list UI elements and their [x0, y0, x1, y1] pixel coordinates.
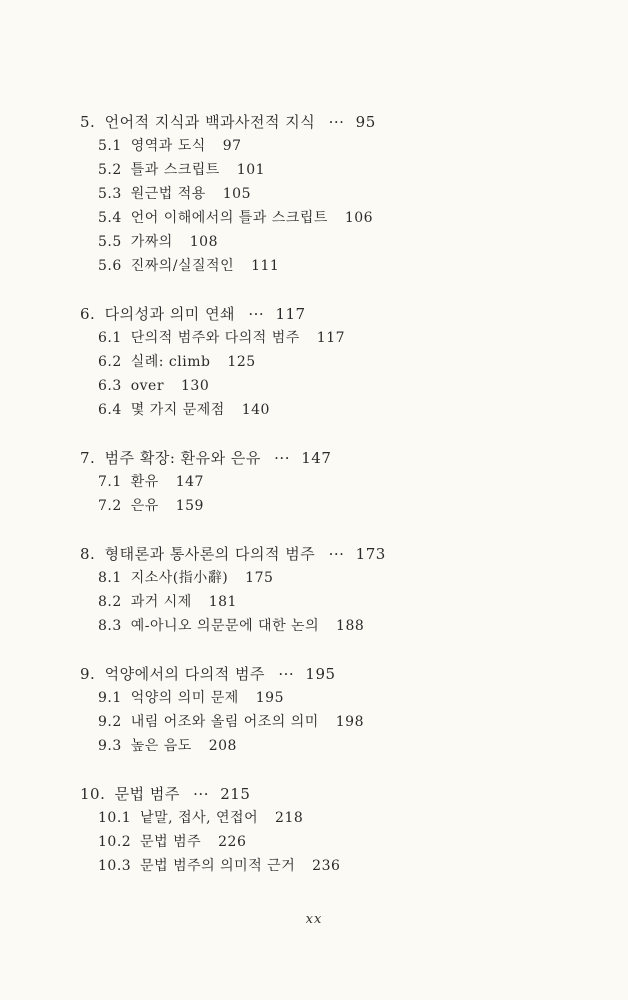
chapter-heading — [80, 662, 600, 686]
toc-section — [80, 350, 600, 374]
section-title: 은유 — [130, 498, 159, 514]
chapter-heading — [80, 302, 600, 326]
toc-section — [80, 590, 600, 614]
section-page: 236 — [312, 858, 341, 874]
toc-section — [80, 182, 600, 206]
section-page: 130 — [181, 378, 210, 394]
section-page: 125 — [227, 354, 256, 370]
toc-chapter — [80, 110, 600, 278]
section-number: 7.2 — [98, 498, 122, 514]
toc-section — [80, 686, 600, 710]
section-title: 가짜의 — [130, 234, 173, 250]
section-number: 9.3 — [98, 738, 122, 754]
section-title: 지소사(指小辭) — [130, 570, 229, 586]
toc-section — [80, 374, 600, 398]
section-title: 실례: climb — [130, 354, 211, 370]
section-number: 10.3 — [98, 858, 132, 874]
chapter-number: 5. — [80, 113, 96, 131]
section-title: 내림 어조와 올림 어조의 의미 — [130, 714, 319, 730]
chapter-title: 언어적 지식과 백과사전적 지식 — [104, 113, 316, 131]
chapter-number: 8. — [80, 545, 96, 563]
section-number: 5.1 — [98, 138, 122, 154]
toc-chapter — [80, 302, 600, 422]
section-page: 226 — [218, 834, 247, 850]
chapter-page: 173 — [355, 545, 386, 563]
toc-section — [80, 830, 600, 854]
section-number: 5.3 — [98, 186, 122, 202]
section-number: 5.5 — [98, 234, 122, 250]
toc-section — [80, 470, 600, 494]
chapter-page: 195 — [305, 665, 336, 683]
table-of-contents — [80, 110, 600, 902]
toc-section — [80, 326, 600, 350]
leader-ellipsis: ··· — [328, 545, 345, 563]
section-title: 높은 음도 — [130, 738, 192, 754]
chapter-page: 95 — [355, 113, 376, 131]
section-page: 159 — [175, 498, 204, 514]
section-page: 140 — [241, 402, 270, 418]
section-page: 188 — [336, 618, 365, 634]
leader-ellipsis: ··· — [274, 449, 290, 467]
leader-ellipsis: ··· — [328, 113, 345, 131]
section-page: 106 — [344, 210, 374, 226]
section-number: 6.4 — [98, 402, 122, 418]
toc-chapter — [80, 542, 600, 638]
leader-ellipsis: ··· — [193, 785, 209, 803]
toc-section — [80, 494, 600, 518]
section-title: 영역과 도식 — [130, 138, 206, 154]
toc-section — [80, 134, 600, 158]
section-number: 8.2 — [98, 594, 122, 610]
toc-chapter — [80, 782, 600, 878]
chapter-number: 10. — [80, 785, 106, 803]
section-title: 낱말, 접사, 연접어 — [140, 810, 259, 826]
section-title: 언어 이해에서의 틀과 스크립트 — [130, 210, 328, 226]
chapter-number: 9. — [80, 665, 96, 683]
section-page: 97 — [222, 138, 242, 154]
section-number: 9.2 — [98, 714, 122, 730]
toc-section — [80, 230, 600, 254]
leader-ellipsis: ··· — [278, 665, 295, 683]
toc-section — [80, 566, 600, 590]
toc-chapter — [80, 662, 600, 758]
section-title: 진짜의/실질적인 — [130, 258, 235, 274]
section-title: 환유 — [130, 474, 159, 490]
chapter-title: 억양에서의 다의적 범주 — [104, 665, 266, 683]
toc-section — [80, 854, 600, 878]
toc-section — [80, 158, 600, 182]
section-page: 117 — [316, 330, 346, 346]
chapter-title: 형태론과 통사론의 다의적 범주 — [104, 545, 316, 563]
chapter-heading — [80, 542, 600, 566]
section-page: 111 — [251, 258, 280, 274]
chapter-title: 범주 확장: 환유와 은유 — [104, 449, 261, 467]
section-title: 예-아니오 의문문에 대한 논의 — [130, 618, 320, 634]
section-page: 101 — [236, 162, 266, 178]
section-number: 5.2 — [98, 162, 122, 178]
chapter-page: 117 — [275, 305, 306, 323]
section-title: 억양의 의미 문제 — [130, 690, 239, 706]
section-number: 5.4 — [98, 210, 122, 226]
section-page: 147 — [175, 474, 204, 490]
section-page: 105 — [222, 186, 251, 202]
toc-chapter — [80, 446, 600, 518]
section-page: 198 — [335, 714, 364, 730]
section-title: over — [130, 378, 165, 394]
section-number: 10.2 — [98, 834, 132, 850]
section-number: 6.3 — [98, 378, 122, 394]
section-page: 195 — [255, 690, 284, 706]
toc-section — [80, 806, 600, 830]
chapter-page: 215 — [220, 785, 251, 803]
chapter-heading — [80, 110, 600, 134]
section-page: 208 — [208, 738, 237, 754]
chapter-title: 다의성과 의미 연쇄 — [104, 305, 236, 323]
chapter-number: 7. — [80, 449, 96, 467]
section-number: 6.1 — [98, 330, 122, 346]
section-number: 9.1 — [98, 690, 122, 706]
section-number: 6.2 — [98, 354, 122, 370]
toc-section — [80, 710, 600, 734]
toc-section — [80, 398, 600, 422]
section-title: 문법 범주의 의미적 근거 — [140, 858, 296, 874]
section-number: 10.1 — [98, 810, 132, 826]
section-number: 7.1 — [98, 474, 122, 490]
section-title: 과거 시제 — [130, 594, 192, 610]
section-title: 단의적 범주와 다의적 범주 — [130, 330, 300, 346]
toc-section — [80, 254, 600, 278]
chapter-heading — [80, 782, 600, 806]
chapter-number: 6. — [80, 305, 96, 323]
chapter-heading — [80, 446, 600, 470]
section-number: 5.6 — [98, 258, 122, 274]
section-title: 원근법 적용 — [130, 186, 206, 202]
chapter-page: 147 — [301, 449, 332, 467]
section-title: 틀과 스크립트 — [130, 162, 220, 178]
section-title: 문법 범주 — [140, 834, 202, 850]
section-number: 8.1 — [98, 570, 122, 586]
section-title: 몇 가지 문제점 — [130, 402, 225, 418]
toc-section — [80, 614, 600, 638]
chapter-title: 문법 범주 — [114, 785, 180, 803]
toc-section — [80, 734, 600, 758]
toc-section — [80, 206, 600, 230]
page-number: xx — [305, 912, 323, 927]
section-page: 175 — [245, 570, 274, 586]
leader-ellipsis: ··· — [248, 305, 265, 323]
section-page: 181 — [208, 594, 237, 610]
section-page: 218 — [275, 810, 304, 826]
section-page: 108 — [189, 234, 218, 250]
section-number: 8.3 — [98, 618, 122, 634]
